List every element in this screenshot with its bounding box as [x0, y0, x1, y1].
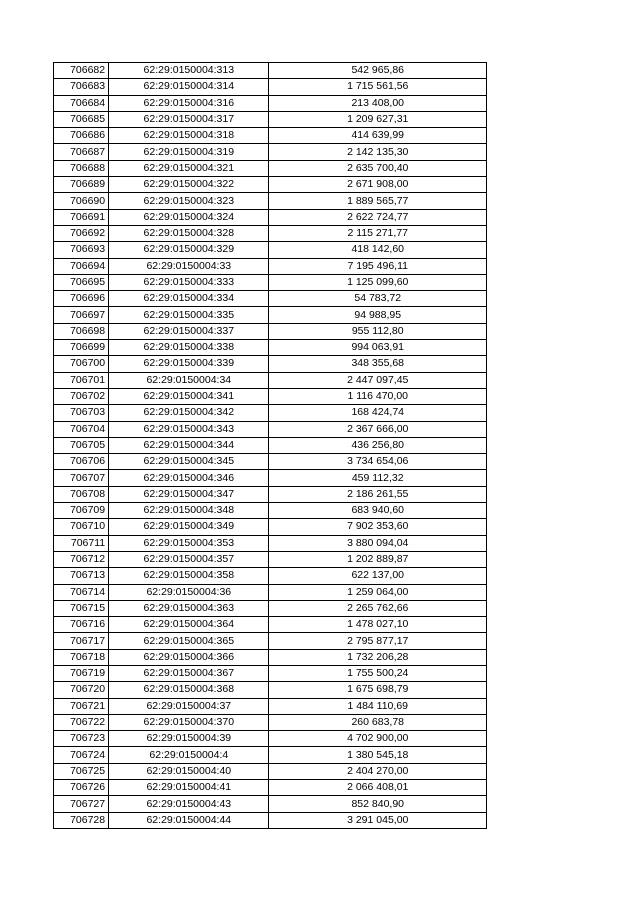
- row-number-cell: 706721: [54, 698, 109, 714]
- cadastral-number-cell: 62:29:0150004:341: [109, 388, 269, 404]
- table-row: [54, 144, 487, 160]
- cadastral-value-cell: 2 622 724,77: [269, 209, 487, 225]
- table-row: [54, 291, 487, 307]
- cadastral-number-cell: 62:29:0150004:324: [109, 209, 269, 225]
- table-row: [54, 617, 487, 633]
- table-row: [54, 633, 487, 649]
- row-number-cell: 706686: [54, 128, 109, 144]
- row-number-cell: 706688: [54, 160, 109, 176]
- cadastral-value-cell: 2 404 270,00: [269, 763, 487, 779]
- table-row: [54, 503, 487, 519]
- row-number-cell: 706706: [54, 454, 109, 470]
- row-number-cell: 706700: [54, 356, 109, 372]
- row-number-cell: 706716: [54, 617, 109, 633]
- table-row: [54, 128, 487, 144]
- cadastral-number-cell: 62:29:0150004:43: [109, 796, 269, 812]
- cadastral-value-cell: 1 209 627,31: [269, 111, 487, 127]
- row-number-cell: 706717: [54, 633, 109, 649]
- cadastral-number-cell: 62:29:0150004:370: [109, 714, 269, 730]
- cadastral-number-cell: 62:29:0150004:36: [109, 584, 269, 600]
- table-row: [54, 796, 487, 812]
- cadastral-value-cell: 414 639,99: [269, 128, 487, 144]
- cadastral-value-cell: 3 880 094,04: [269, 535, 487, 551]
- table-row: [54, 177, 487, 193]
- cadastral-value-cell: 1 202 889,87: [269, 551, 487, 567]
- cadastral-number-cell: 62:29:0150004:328: [109, 225, 269, 241]
- cadastral-value-cell: 2 186 261,55: [269, 486, 487, 502]
- cadastral-number-cell: 62:29:0150004:367: [109, 665, 269, 681]
- table-row: [54, 209, 487, 225]
- row-number-cell: 706705: [54, 437, 109, 453]
- cadastral-number-cell: 62:29:0150004:363: [109, 600, 269, 616]
- table-row: [54, 812, 487, 828]
- cadastral-value-cell: 2 066 408,01: [269, 780, 487, 796]
- row-number-cell: 706725: [54, 763, 109, 779]
- cadastral-number-cell: 62:29:0150004:44: [109, 812, 269, 828]
- row-number-cell: 706709: [54, 503, 109, 519]
- table-row: [54, 160, 487, 176]
- row-number-cell: 706690: [54, 193, 109, 209]
- cadastral-number-cell: 62:29:0150004:338: [109, 340, 269, 356]
- table-row: [54, 421, 487, 437]
- cadastral-value-cell: 1 116 470,00: [269, 388, 487, 404]
- cadastral-value-cell: 1 675 698,79: [269, 682, 487, 698]
- cadastral-value-cell: 168 424,74: [269, 405, 487, 421]
- table-row: [54, 535, 487, 551]
- cadastral-number-cell: 62:29:0150004:364: [109, 617, 269, 633]
- cadastral-value-cell: 260 683,78: [269, 714, 487, 730]
- row-number-cell: 706704: [54, 421, 109, 437]
- row-number-cell: 706720: [54, 682, 109, 698]
- table-row: [54, 193, 487, 209]
- row-number-cell: 706724: [54, 747, 109, 763]
- row-number-cell: 706689: [54, 177, 109, 193]
- cadastral-value-cell: 2 142 135,30: [269, 144, 487, 160]
- row-number-cell: 706692: [54, 225, 109, 241]
- cadastral-number-cell: 62:29:0150004:333: [109, 274, 269, 290]
- cadastral-number-cell: 62:29:0150004:358: [109, 568, 269, 584]
- cadastral-number-cell: 62:29:0150004:339: [109, 356, 269, 372]
- row-number-cell: 706723: [54, 731, 109, 747]
- cadastral-number-cell: 62:29:0150004:342: [109, 405, 269, 421]
- row-number-cell: 706695: [54, 274, 109, 290]
- row-number-cell: 706685: [54, 111, 109, 127]
- row-number-cell: 706722: [54, 714, 109, 730]
- row-number-cell: 706727: [54, 796, 109, 812]
- cadastral-number-cell: 62:29:0150004:337: [109, 323, 269, 339]
- table-row: [54, 225, 487, 241]
- cadastral-number-cell: 62:29:0150004:349: [109, 519, 269, 535]
- cadastral-number-cell: 62:29:0150004:316: [109, 95, 269, 111]
- cadastral-value-cell: 213 408,00: [269, 95, 487, 111]
- cadastral-value-cell: 683 940,60: [269, 503, 487, 519]
- cadastral-value-cell: 7 195 496,11: [269, 258, 487, 274]
- cadastral-value-cell: 1 478 027,10: [269, 617, 487, 633]
- table-row: [54, 63, 487, 79]
- cadastral-number-cell: 62:29:0150004:323: [109, 193, 269, 209]
- row-number-cell: 706693: [54, 242, 109, 258]
- cadastral-value-cell: 2 367 666,00: [269, 421, 487, 437]
- row-number-cell: 706718: [54, 649, 109, 665]
- row-number-cell: 706682: [54, 63, 109, 79]
- table-row: [54, 79, 487, 95]
- row-number-cell: 706703: [54, 405, 109, 421]
- row-number-cell: 706726: [54, 780, 109, 796]
- cadastral-value-cell: 2 265 762,66: [269, 600, 487, 616]
- cadastral-number-cell: 62:29:0150004:41: [109, 780, 269, 796]
- cadastral-number-cell: 62:29:0150004:37: [109, 698, 269, 714]
- cadastral-value-cell: 2 115 271,77: [269, 225, 487, 241]
- table-row: [54, 763, 487, 779]
- cadastral-value-cell: 436 256,80: [269, 437, 487, 453]
- cadastral-value-cell: 1 732 206,28: [269, 649, 487, 665]
- cadastral-value-cell: 994 063,91: [269, 340, 487, 356]
- row-number-cell: 706719: [54, 665, 109, 681]
- row-number-cell: 706684: [54, 95, 109, 111]
- cadastral-number-cell: 62:29:0150004:322: [109, 177, 269, 193]
- cadastral-number-cell: 62:29:0150004:40: [109, 763, 269, 779]
- cadastral-value-cell: 3 734 654,06: [269, 454, 487, 470]
- row-number-cell: 706711: [54, 535, 109, 551]
- row-number-cell: 706696: [54, 291, 109, 307]
- table-row: [54, 111, 487, 127]
- cadastral-number-cell: 62:29:0150004:353: [109, 535, 269, 551]
- row-number-cell: 706702: [54, 388, 109, 404]
- cadastral-number-cell: 62:29:0150004:345: [109, 454, 269, 470]
- cadastral-value-cell: 542 965,86: [269, 63, 487, 79]
- table-row: [54, 731, 487, 747]
- row-number-cell: 706694: [54, 258, 109, 274]
- table-row: [54, 665, 487, 681]
- cadastral-number-cell: 62:29:0150004:343: [109, 421, 269, 437]
- cadastral-number-cell: 62:29:0150004:366: [109, 649, 269, 665]
- row-number-cell: 706713: [54, 568, 109, 584]
- table-row: [54, 584, 487, 600]
- cadastral-value-cell: 1 889 565,77: [269, 193, 487, 209]
- row-number-cell: 706728: [54, 812, 109, 828]
- cadastral-number-cell: 62:29:0150004:39: [109, 731, 269, 747]
- table-row: [54, 714, 487, 730]
- table-row: [54, 780, 487, 796]
- cadastral-value-cell: 1 259 064,00: [269, 584, 487, 600]
- cadastral-number-cell: 62:29:0150004:314: [109, 79, 269, 95]
- cadastral-value-cell: 622 137,00: [269, 568, 487, 584]
- table-row: [54, 682, 487, 698]
- cadastral-number-cell: 62:29:0150004:357: [109, 551, 269, 567]
- cadastral-number-cell: 62:29:0150004:318: [109, 128, 269, 144]
- cadastral-value-cell: 852 840,90: [269, 796, 487, 812]
- cadastral-number-cell: 62:29:0150004:335: [109, 307, 269, 323]
- cadastral-number-cell: 62:29:0150004:346: [109, 470, 269, 486]
- table-row: [54, 388, 487, 404]
- cadastral-number-cell: 62:29:0150004:4: [109, 747, 269, 763]
- cadastral-value-table: [53, 62, 487, 829]
- table-row: [54, 551, 487, 567]
- table-row: [54, 747, 487, 763]
- cadastral-value-cell: 2 671 908,00: [269, 177, 487, 193]
- cadastral-number-cell: 62:29:0150004:317: [109, 111, 269, 127]
- table-row: [54, 258, 487, 274]
- row-number-cell: 706683: [54, 79, 109, 95]
- cadastral-value-cell: 459 112,32: [269, 470, 487, 486]
- cadastral-number-cell: 62:29:0150004:365: [109, 633, 269, 649]
- cadastral-number-cell: 62:29:0150004:319: [109, 144, 269, 160]
- table-row: [54, 372, 487, 388]
- table-row: [54, 486, 487, 502]
- table-row: [54, 405, 487, 421]
- cadastral-value-cell: 348 355,68: [269, 356, 487, 372]
- cadastral-number-cell: 62:29:0150004:329: [109, 242, 269, 258]
- table-row: [54, 95, 487, 111]
- cadastral-value-cell: 4 702 900,00: [269, 731, 487, 747]
- table-row: [54, 600, 487, 616]
- row-number-cell: 706715: [54, 600, 109, 616]
- cadastral-number-cell: 62:29:0150004:347: [109, 486, 269, 502]
- cadastral-number-cell: 62:29:0150004:313: [109, 63, 269, 79]
- row-number-cell: 706691: [54, 209, 109, 225]
- table-row: [54, 356, 487, 372]
- cadastral-value-cell: 2 635 700,40: [269, 160, 487, 176]
- cadastral-value-cell: 1 755 500,24: [269, 665, 487, 681]
- cadastral-number-cell: 62:29:0150004:334: [109, 291, 269, 307]
- cadastral-value-cell: 1 380 545,18: [269, 747, 487, 763]
- table-row: [54, 470, 487, 486]
- table-row: [54, 437, 487, 453]
- table-row: [54, 323, 487, 339]
- table-row: [54, 519, 487, 535]
- row-number-cell: 706701: [54, 372, 109, 388]
- row-number-cell: 706699: [54, 340, 109, 356]
- cadastral-value-cell: 2 795 877,17: [269, 633, 487, 649]
- table-row: [54, 698, 487, 714]
- row-number-cell: 706707: [54, 470, 109, 486]
- table-row: [54, 454, 487, 470]
- row-number-cell: 706712: [54, 551, 109, 567]
- cadastral-value-cell: 7 902 353,60: [269, 519, 487, 535]
- row-number-cell: 706714: [54, 584, 109, 600]
- table-row: [54, 649, 487, 665]
- row-number-cell: 706687: [54, 144, 109, 160]
- cadastral-number-cell: 62:29:0150004:344: [109, 437, 269, 453]
- cadastral-value-cell: 418 142,60: [269, 242, 487, 258]
- cadastral-number-cell: 62:29:0150004:321: [109, 160, 269, 176]
- table-row: [54, 340, 487, 356]
- cadastral-value-cell: 94 988,95: [269, 307, 487, 323]
- row-number-cell: 706710: [54, 519, 109, 535]
- table-body: [54, 63, 487, 829]
- table-row: [54, 568, 487, 584]
- table-row: [54, 274, 487, 290]
- row-number-cell: 706708: [54, 486, 109, 502]
- cadastral-value-cell: 1 715 561,56: [269, 79, 487, 95]
- cadastral-value-cell: 2 447 097,45: [269, 372, 487, 388]
- cadastral-value-cell: 54 783,72: [269, 291, 487, 307]
- cadastral-number-cell: 62:29:0150004:368: [109, 682, 269, 698]
- cadastral-value-cell: 955 112,80: [269, 323, 487, 339]
- cadastral-number-cell: 62:29:0150004:34: [109, 372, 269, 388]
- cadastral-number-cell: 62:29:0150004:33: [109, 258, 269, 274]
- cadastral-value-cell: 1 125 099,60: [269, 274, 487, 290]
- row-number-cell: 706698: [54, 323, 109, 339]
- table-row: [54, 307, 487, 323]
- cadastral-value-cell: 3 291 045,00: [269, 812, 487, 828]
- cadastral-number-cell: 62:29:0150004:348: [109, 503, 269, 519]
- row-number-cell: 706697: [54, 307, 109, 323]
- table-row: [54, 242, 487, 258]
- cadastral-value-cell: 1 484 110,69: [269, 698, 487, 714]
